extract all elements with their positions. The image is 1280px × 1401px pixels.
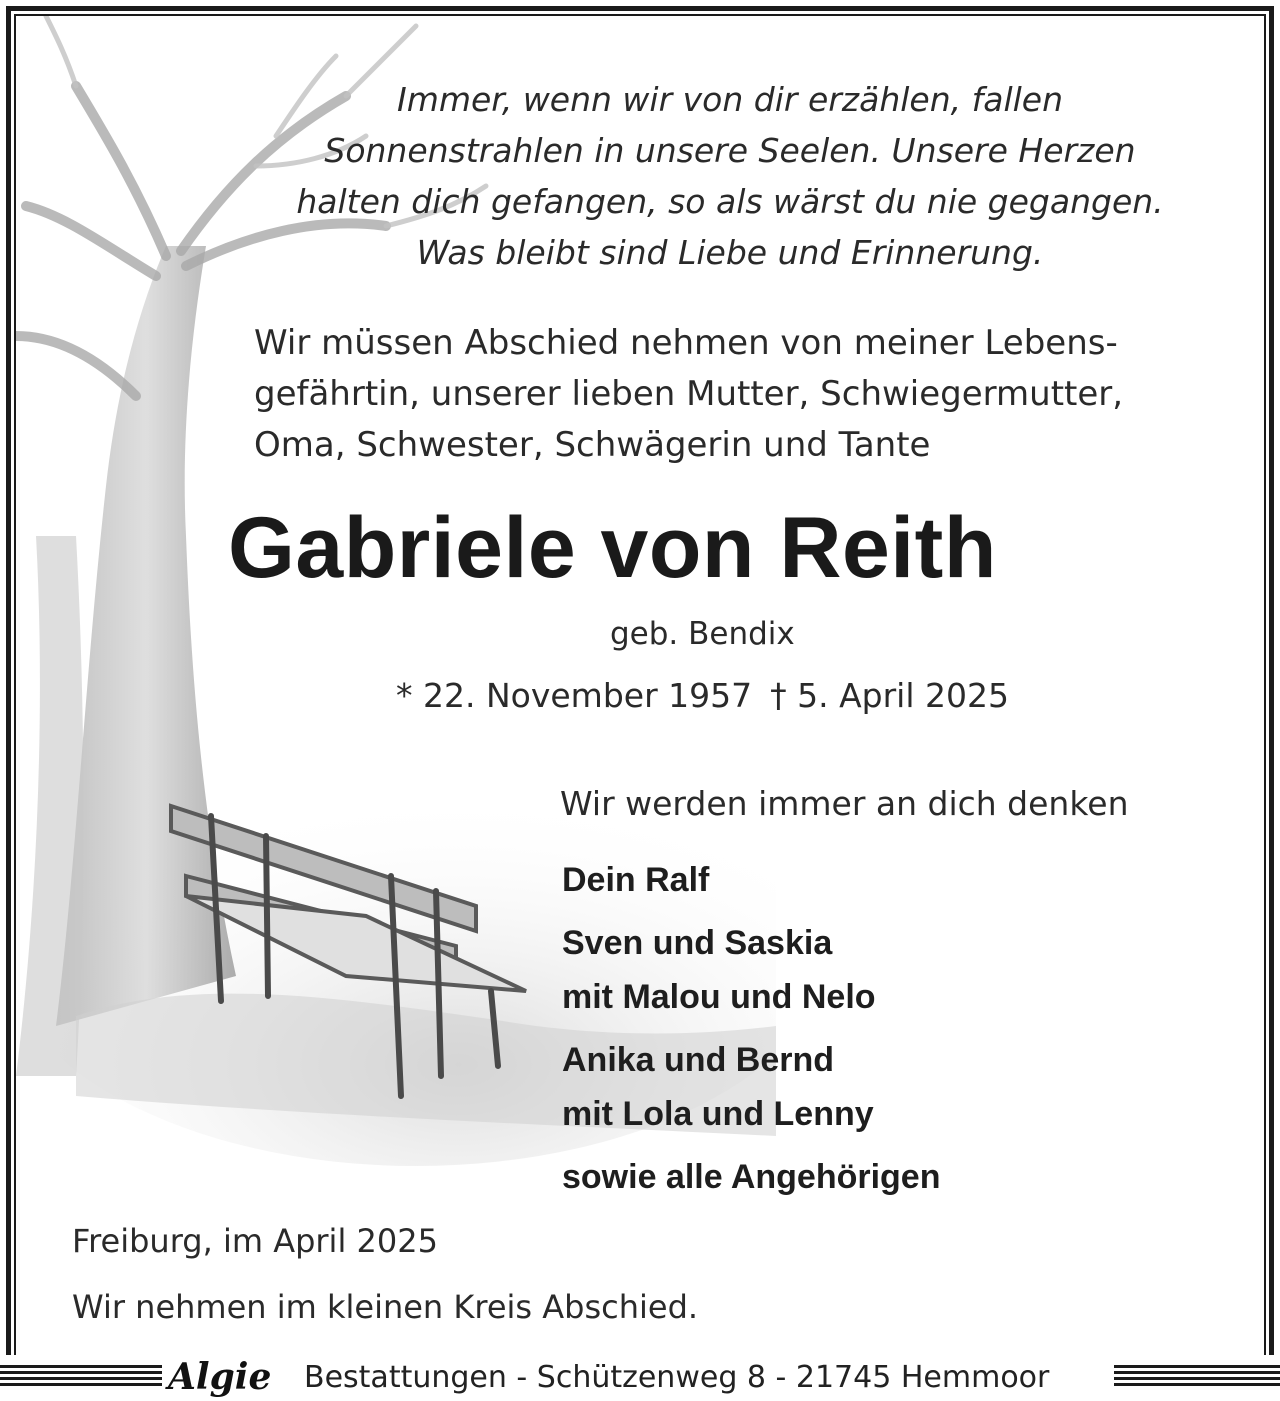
death-date: † 5. April 2025	[770, 676, 1009, 715]
funeral-home-footer	[0, 1355, 1280, 1399]
intro-line: Wir müssen Abschied nehmen von meiner Lebens-	[254, 323, 1118, 363]
birth-date: * 22. November 1957	[396, 676, 753, 715]
verse-line: Sonnenstrahlen in unsere Seelen. Unsere Herzen	[324, 131, 1136, 170]
mourner-family-line: Sven und Saskia	[562, 924, 833, 962]
verse-line: halten dich gefangen, so als wärst du nie gegangen.	[296, 182, 1164, 221]
footer-rule	[1114, 1365, 1280, 1387]
birth-name: geb. Bendix	[610, 616, 795, 652]
remember-line: Wir werden immer an dich denken	[560, 784, 1129, 823]
deceased-name: Gabriele von Reith	[228, 500, 997, 596]
mourner-family-line: mit Malou und Nelo	[562, 978, 876, 1016]
mourner-family-line: Anika und Bernd	[562, 1041, 835, 1079]
verse-line: Immer, wenn wir von dir erzählen, fallen	[396, 80, 1064, 119]
footer-rule	[0, 1365, 162, 1387]
verse-line: Was bleibt sind Liebe und Erinnerung.	[416, 233, 1044, 272]
funeral-home-logo: Algie	[168, 1356, 272, 1398]
memorial-verse	[250, 74, 1210, 278]
farewell-intro	[254, 318, 1224, 471]
funeral-home-address: Bestattungen - Schützenweg 8 - 21745 Hemmoor	[304, 1360, 1050, 1395]
mourners-list	[562, 853, 940, 1213]
intro-line: Oma, Schwester, Schwägerin und Tante	[254, 425, 931, 465]
ceremony-note: Wir nehmen im kleinen Kreis Abschied.	[72, 1288, 699, 1326]
mourner-family-line: mit Lola und Lenny	[562, 1095, 874, 1133]
intro-line: gefährtin, unserer lieben Mutter, Schwiegermutter,	[254, 374, 1124, 414]
mourner-partner: Dein Ralf	[562, 861, 710, 899]
life-dates	[396, 673, 1009, 719]
place-and-date: Freiburg, im April 2025	[72, 1222, 438, 1260]
mourner-others: sowie alle Angehörigen	[562, 1158, 941, 1196]
